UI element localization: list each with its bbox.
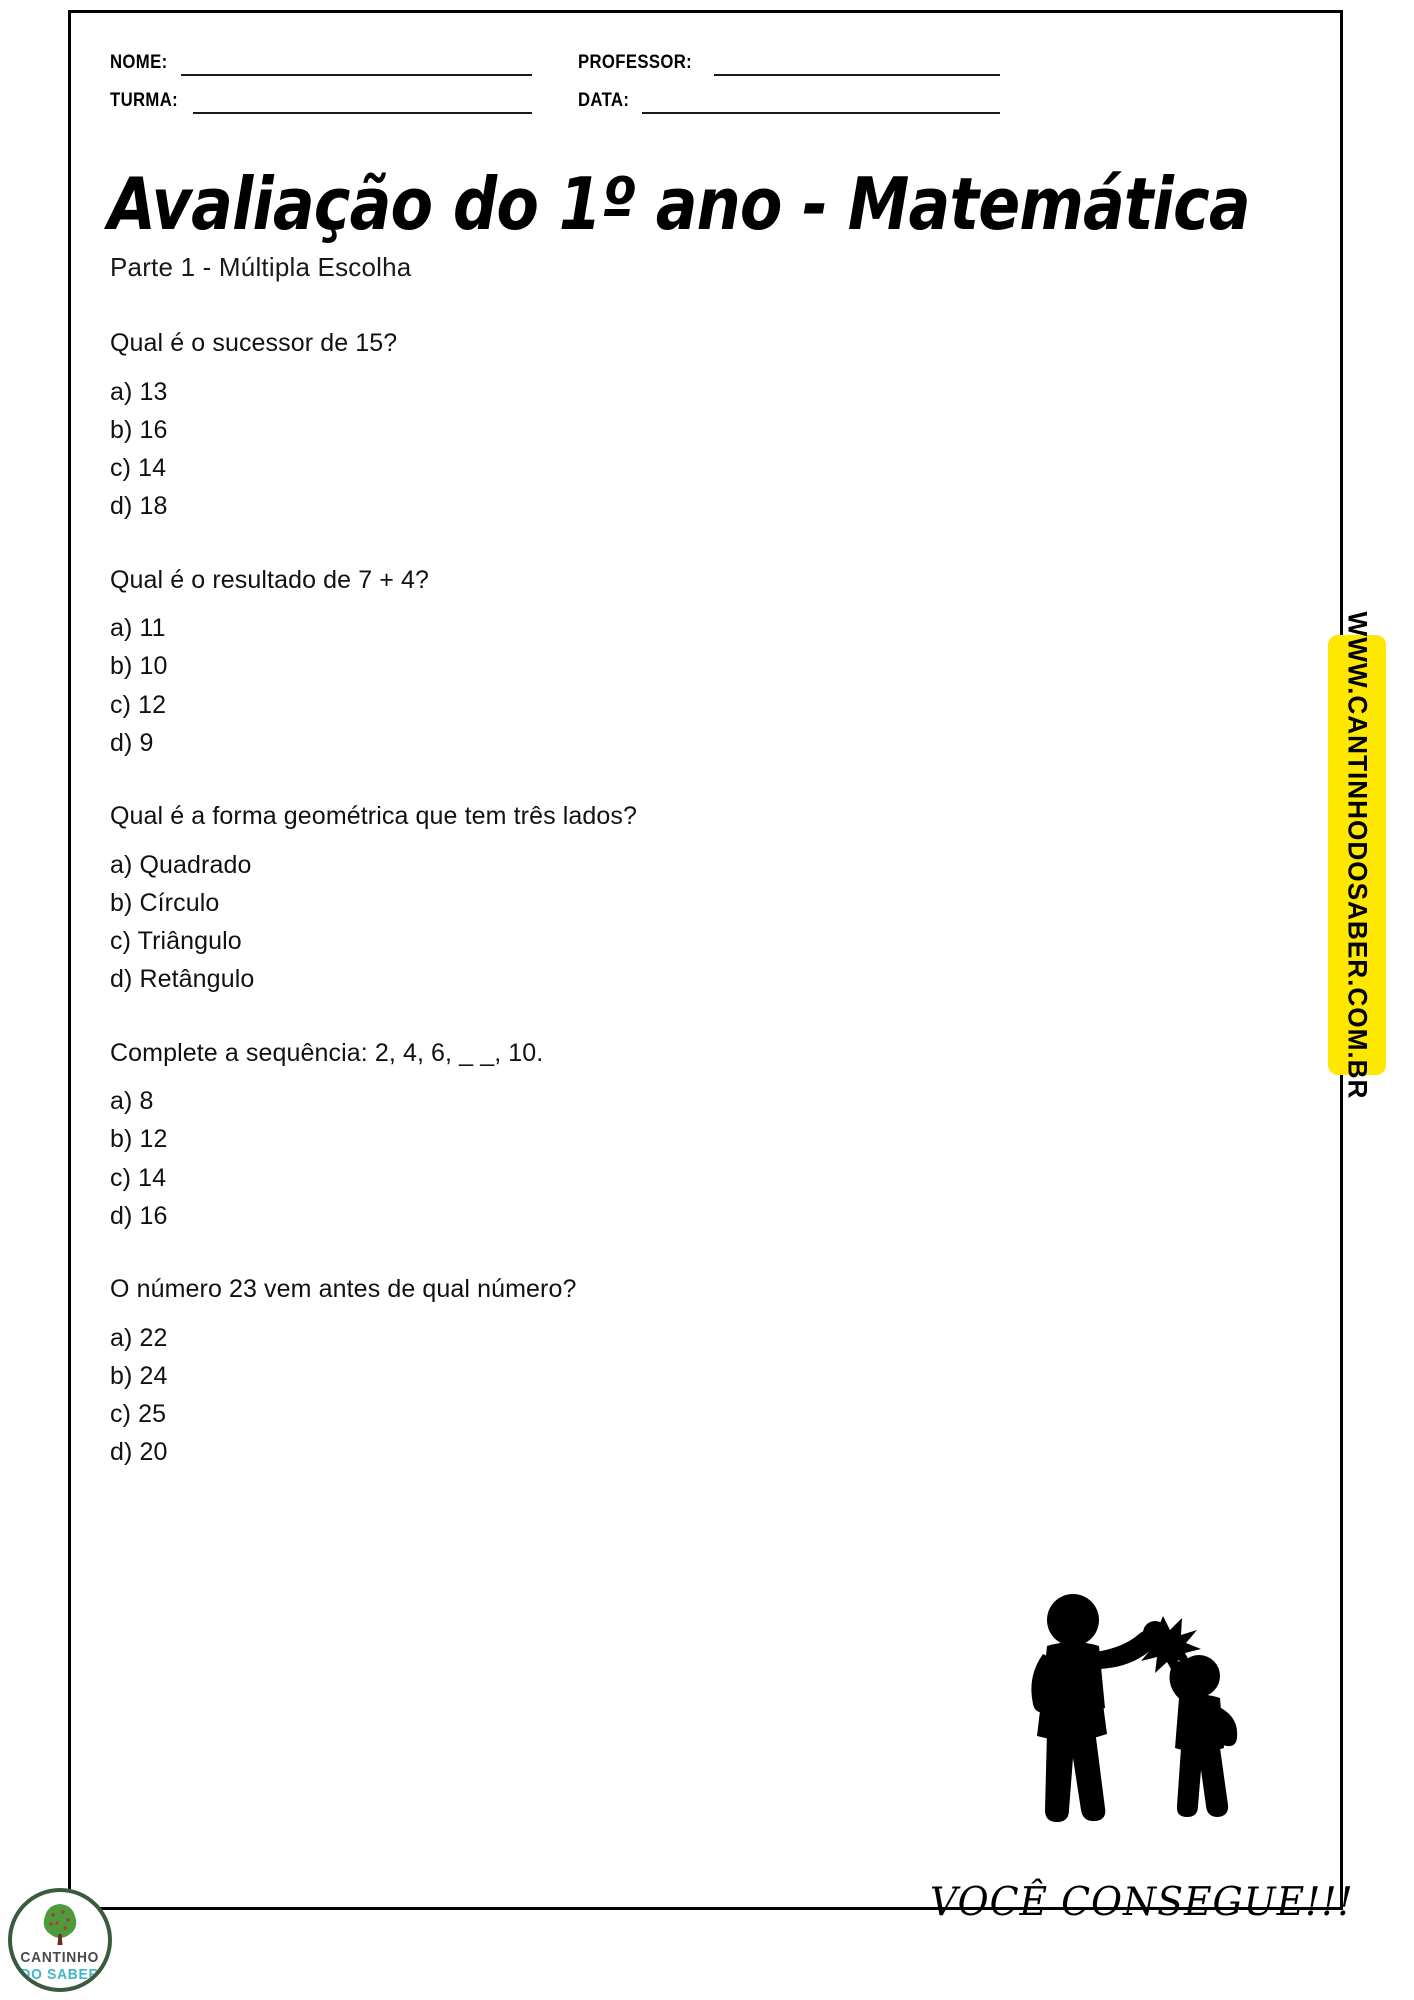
option-d[interactable]: d) 20 — [110, 1438, 168, 1467]
questions-list — [110, 325, 940, 1508]
question-text: Qual é a forma geométrica que tem três lados? — [110, 802, 637, 830]
option-c[interactable]: c) 14 — [110, 454, 167, 482]
website-banner[interactable] — [1328, 611, 1386, 1099]
high-five-illustration — [985, 1590, 1265, 1840]
student-info-fields — [110, 48, 1000, 124]
field-professor[interactable] — [578, 48, 1000, 76]
option-b[interactable]: b) 24 — [110, 1361, 168, 1390]
question-block — [110, 562, 940, 763]
field-label-professor: PROFESSOR: — [578, 52, 693, 73]
field-data[interactable] — [578, 86, 1000, 114]
field-rule-data[interactable] — [642, 86, 1000, 114]
field-row-2 — [110, 86, 1000, 114]
field-rule-nome[interactable] — [181, 48, 532, 76]
option-c[interactable]: c) 12 — [110, 690, 167, 719]
option-c[interactable]: c) 14 — [110, 1163, 167, 1192]
question-block — [110, 1035, 940, 1236]
option-b[interactable]: b) 10 — [110, 652, 168, 681]
question-text: O número 23 vem antes de qual número? — [110, 1275, 577, 1303]
option-a[interactable]: a) 22 — [110, 1323, 168, 1352]
encouragement-text: VOCÊ CONSEGUE!!! — [930, 1880, 1354, 1925]
field-row-1 — [110, 48, 1000, 76]
page-title: Avaliação do 1º ano - Matemática — [108, 162, 1250, 246]
logo-line-2: DO SABER — [20, 1966, 100, 1983]
question-text: Qual é o sucessor de 15? — [110, 329, 398, 357]
option-c[interactable]: c) 25 — [110, 1400, 167, 1428]
field-rule-professor[interactable] — [714, 48, 1000, 76]
option-d[interactable]: d) 16 — [110, 1201, 168, 1230]
question-block — [110, 798, 940, 999]
option-d[interactable]: d) Retângulo — [110, 965, 255, 994]
question-block — [110, 325, 940, 526]
field-label-data: DATA: — [578, 90, 630, 111]
question-text: Qual é o resultado de 7 + 4? — [110, 565, 429, 594]
field-label-turma: TURMA: — [110, 90, 179, 111]
field-label-nome: NOME: — [110, 52, 168, 73]
question-block — [110, 1271, 940, 1472]
option-c[interactable]: c) Triângulo — [110, 927, 242, 955]
option-b[interactable]: b) 16 — [110, 415, 168, 444]
tree-icon — [37, 1901, 83, 1947]
field-rule-turma[interactable] — [193, 86, 532, 114]
option-b[interactable]: b) Círculo — [110, 888, 220, 917]
option-a[interactable]: a) 11 — [110, 614, 166, 642]
option-d[interactable]: d) 18 — [110, 492, 168, 521]
website-banner-text: WWW.CANTINHODOSABER.COM.BR — [1342, 611, 1373, 1099]
option-b[interactable]: b) 12 — [110, 1125, 168, 1154]
field-nome[interactable] — [110, 48, 532, 76]
question-text: Complete a sequência: 2, 4, 6, _ _, 10. — [110, 1038, 544, 1067]
option-a[interactable]: a) 13 — [110, 377, 168, 406]
field-turma[interactable] — [110, 86, 532, 114]
logo-line-1: CANTINHO — [20, 1949, 100, 1966]
option-a[interactable]: a) Quadrado — [110, 850, 252, 879]
option-a[interactable]: a) 8 — [110, 1087, 154, 1115]
option-d[interactable]: d) 9 — [110, 728, 154, 757]
page-subtitle: Parte 1 - Múltipla Escolha — [110, 252, 412, 282]
brand-logo — [8, 1888, 112, 1992]
